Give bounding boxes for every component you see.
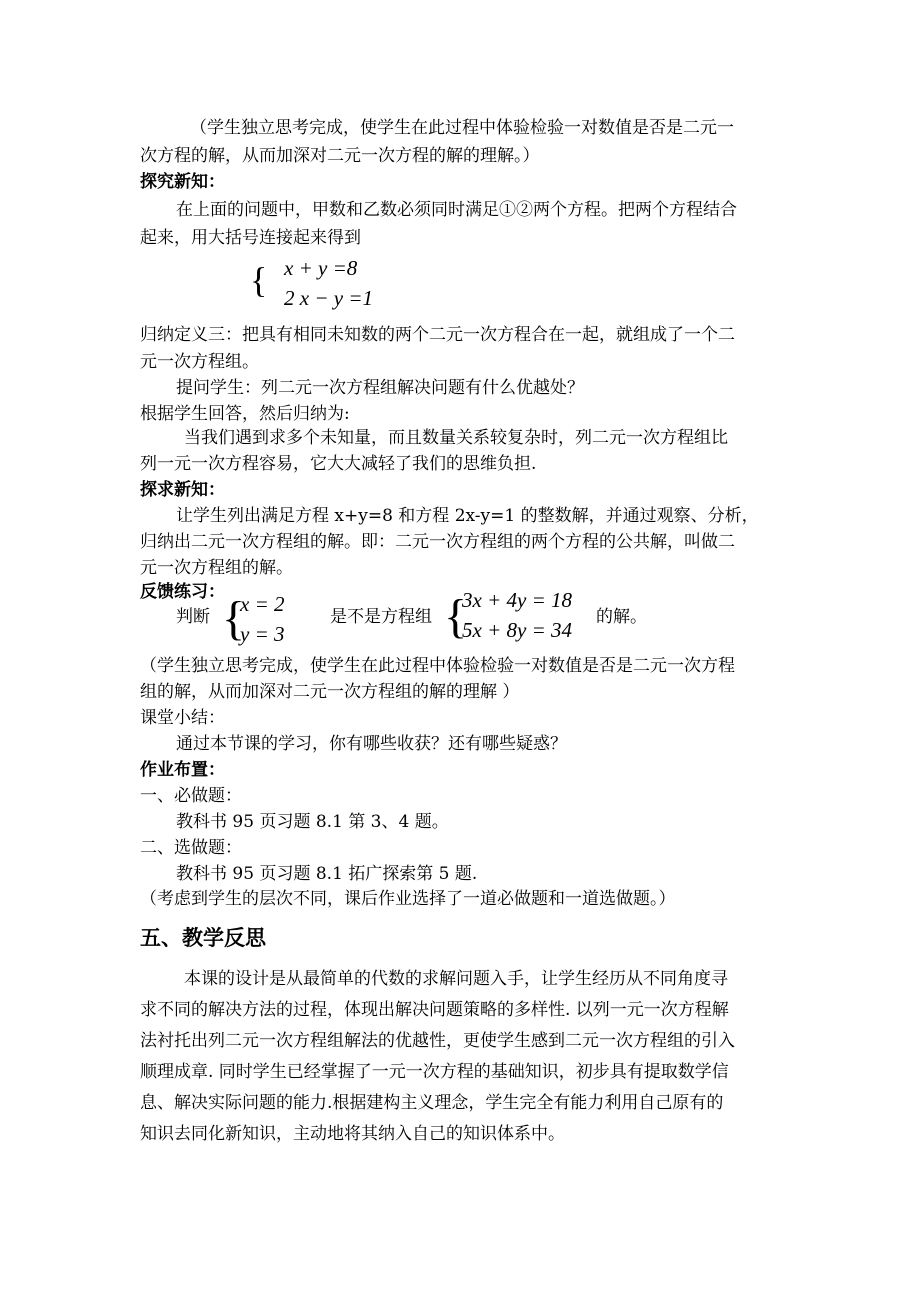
homework-required-title: 一、必做题： — [140, 786, 242, 806]
reflection-line-5: 息、解决实际问题的能力.根据建构主义理念，学生完全有能力利用自己原有的 — [140, 1093, 724, 1113]
homework-optional-body: 教科书 95 页习题 8.1 拓广探索第 5 题. — [176, 864, 478, 884]
p9-line: 通过本节课的学习，你有哪些收获？还有哪些疑惑？ — [176, 734, 567, 754]
p2-line-2: 起来，用大括号连接起来得到 — [140, 228, 361, 248]
heading-seek: 探求新知： — [140, 480, 225, 500]
heading-explore: 探究新知： — [140, 172, 225, 192]
p2-line-1: 在上面的问题中，甲数和乙数必须同时满足①②两个方程。把两个方程结合 — [176, 200, 737, 220]
reflection-line-3: 法衬托出列二元一次方程组解法的优越性，更使学生感到二元一次方程组的引入 — [140, 1031, 735, 1051]
p7-line-1: 让学生列出满足方程 x+y=8 和方程 2x-y=1 的整数解，并通过观察、分析， — [176, 506, 759, 526]
p4-question: 提问学生：列二元一次方程组解决问题有什么优越处？ — [176, 378, 584, 398]
left-brace: { — [250, 260, 268, 300]
p8-line-2: 组的解，从而加深对二元一次方程组的解的理解 ） — [140, 682, 520, 702]
p3-line-1: 归纳定义三：把具有相同未知数的两个二元一次方程合在一起，就组成了一个二 — [140, 325, 735, 345]
exercise-end: 的解。 — [596, 607, 647, 627]
solution-brace: { — [222, 592, 246, 645]
p10-line: （考虑到学生的层次不同，课后作业选择了一道必做题和一道选做题。） — [140, 889, 676, 909]
p7-line-2: 归纳出二元一次方程组的解。即：二元一次方程组的两个方程的公共解，叫做二 — [140, 532, 735, 552]
system2-eq2: 5x + 8y = 34 — [462, 618, 572, 642]
reflection-line-2: 求不同的解决方法的过程，体现出解决问题策略的多样性. 以列一元一次方程解 — [140, 1000, 729, 1020]
heading-feedback: 反馈练习： — [140, 582, 225, 602]
heading-summary: 课堂小结： — [140, 708, 225, 728]
p1-line-1: （学生独立思考完成，使学生在此过程中体验检验一对数值是否是二元一 — [190, 118, 734, 138]
section-5-title: 五、教学反思 — [140, 925, 266, 950]
system2-brace: { — [444, 590, 468, 643]
homework-optional-title: 二、选做题： — [140, 838, 242, 858]
p5-line: 根据学生回答，然后归纳为: — [140, 404, 350, 424]
reflection-line-6: 知识去同化新知识，主动地将其纳入自己的知识体系中。 — [140, 1124, 565, 1144]
solution-x: x = 2 — [240, 592, 285, 616]
system1-eq2: 2 x − y =1 — [284, 286, 373, 310]
p8-line-1: （学生独立思考完成，使学生在此过程中体验检验一对数值是否是二元一次方程 — [140, 656, 735, 676]
exercise-middle: 是不是方程组 — [330, 607, 432, 627]
heading-homework: 作业布置： — [140, 760, 225, 780]
system1-eq1: x + y =8 — [284, 256, 358, 280]
p1-line-2: 次方程的解，从而加深对二元一次方程的解的理解。） — [140, 146, 540, 166]
p3-line-2: 元一次方程组。 — [140, 352, 259, 372]
solution-y: y = 3 — [240, 622, 285, 646]
p7-line-3: 元一次方程组的解。 — [140, 558, 293, 578]
p6-line-1: 当我们遇到求多个未知量，而且数量关系较复杂时，列二元一次方程组比 — [184, 428, 728, 448]
exercise-judge: 判断 — [176, 607, 210, 627]
homework-required-body: 教科书 95 页习题 8.1 第 3、4 题。 — [176, 812, 449, 832]
reflection-line-1: 本课的设计是从最简单的代数的求解问题入手，让学生经历从不同角度寻 — [184, 969, 728, 989]
reflection-line-4: 顺理成章. 同时学生已经掌握了一元一次方程的基础知识，初步具有提取数学信 — [140, 1062, 729, 1082]
system2-eq1: 3x + 4y = 18 — [462, 588, 572, 612]
p6-line-2: 列一元一次方程容易，它大大减轻了我们的思维负担. — [140, 454, 537, 474]
